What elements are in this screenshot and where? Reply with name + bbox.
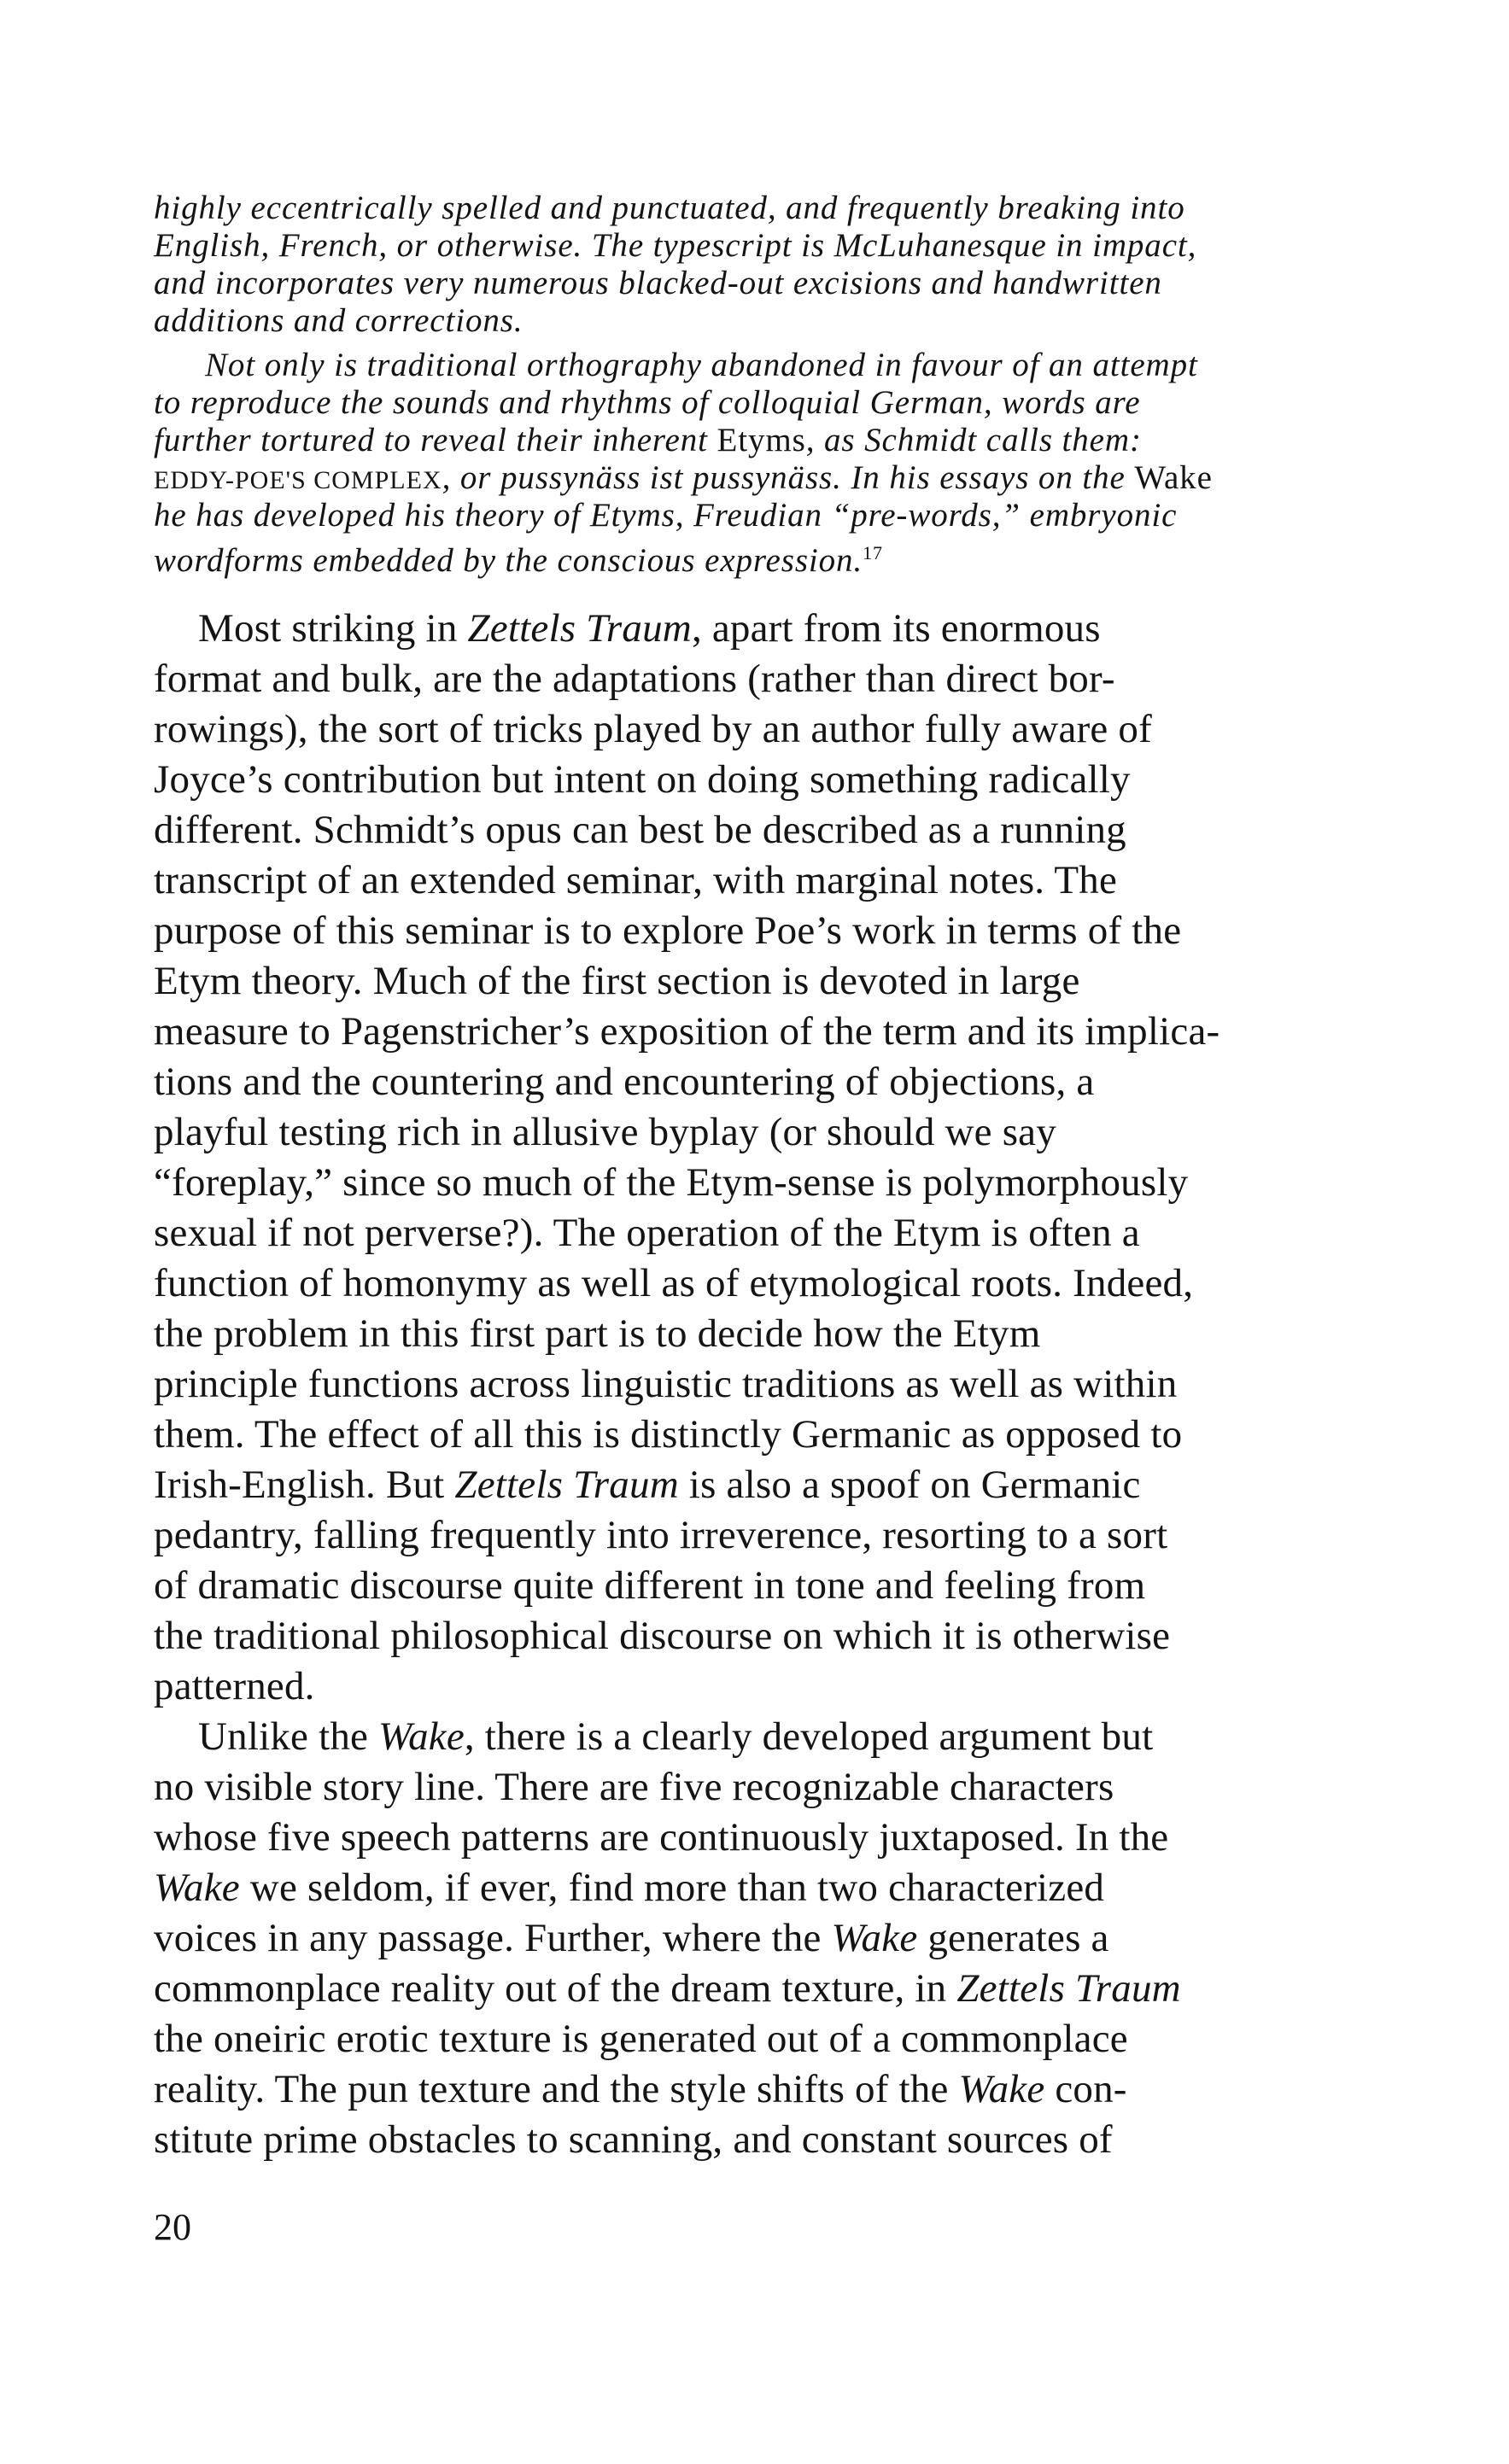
body-text-run: con-	[1044, 2067, 1127, 2111]
quote-line: highly eccentrically spelled and punctuated, and frequently breaking into	[154, 190, 1185, 226]
body-line: tions and the countering and encountering of objections, a	[154, 1060, 1095, 1104]
body-line: whose five speech patterns are continuously juxtaposed. In the	[154, 1815, 1169, 1860]
body-text-run: reality. The pun texture and the style shifts of the	[154, 2067, 959, 2111]
body-text-run: commonplace reality out of the dream texture, in	[154, 1966, 957, 2011]
quote-small-caps: EDDY-POE'S COMPLEX	[154, 466, 442, 494]
body-line: function of homonymy as well as of etymological roots. Indeed,	[154, 1261, 1194, 1305]
body-line: Joyce’s contribution but intent on doing something radically	[154, 757, 1131, 802]
body-line	[198, 604, 1101, 652]
body-line	[154, 1864, 1104, 1912]
title-italic: Wake	[154, 1866, 240, 1910]
quote-text: , as Schmidt calls them:	[805, 422, 1142, 458]
body-line: the traditional philosophical discourse on which it is otherwise	[154, 1614, 1171, 1658]
body-line: rowings), the sort of tricks played by an author fully aware of	[154, 707, 1152, 751]
quote-line: to reproduce the sounds and rhythms of colloquial German, words are	[154, 384, 1141, 421]
body-text-run: Unlike the	[198, 1714, 379, 1759]
body-line: of dramatic discourse quite different in tone and feeling from	[154, 1563, 1146, 1608]
quote-line	[154, 459, 1213, 499]
quote-roman-word: Etyms	[716, 422, 806, 458]
body-line: the problem in this first part is to decide how the Etym	[154, 1311, 1041, 1356]
quote-roman-word: Wake	[1134, 459, 1213, 496]
quote-line: Not only is traditional orthography abandoned in favour of an attempt	[205, 347, 1198, 383]
body-line: stitute prime obstacles to scanning, and constant sources of	[154, 2117, 1113, 2162]
body-line: them. The effect of all this is distinctly Germanic as opposed to	[154, 1412, 1183, 1457]
body-text-run: , there is a clearly developed argument but	[464, 1714, 1154, 1759]
page-number: 20	[154, 2206, 191, 2248]
body-line: principle functions across linguistic traditions as well as within	[154, 1362, 1178, 1406]
body-line: the oneiric erotic texture is generated out of a commonplace	[154, 2017, 1128, 2061]
body-line	[154, 1965, 1181, 2012]
body-text-run: generates a	[917, 1916, 1109, 1960]
body-text-run: Most striking in	[198, 606, 468, 651]
body-line: no visible story line. There are five recognizable characters	[154, 1765, 1114, 1809]
quote-line	[154, 534, 883, 580]
quote-line: English, French, or otherwise. The typescript is McLuhanesque in impact,	[154, 227, 1197, 264]
quote-line: he has developed his theory of Etyms, Freudian “pre-words,” embryonic	[154, 497, 1178, 534]
body-line: “foreplay,” since so much of the Etym-sense is polymorphously	[154, 1160, 1189, 1205]
body-text-run: Irish-English. But	[154, 1463, 455, 1507]
body-line	[154, 1461, 1141, 1509]
quote-text: , or pussynäss ist pussynäss. In his essays on the	[442, 459, 1135, 496]
body-line: purpose of this seminar is to explore Poe’s work in terms of the	[154, 908, 1182, 953]
body-line: measure to Pagenstricher’s exposition of the term and its implica-	[154, 1009, 1220, 1054]
quote-line: additions and corrections.	[154, 302, 523, 339]
footnote-ref: 17	[863, 542, 883, 563]
body-line: pedantry, falling frequently into irreverence, resorting to a sort	[154, 1513, 1168, 1557]
title-italic: Zettels Traum	[454, 1463, 679, 1507]
body-text-run: is also a spoof on Germanic	[678, 1463, 1141, 1507]
title-italic: Wake	[958, 2067, 1045, 2111]
title-italic: Zettels Traum	[956, 1966, 1181, 2011]
body-line: different. Schmidt’s opus can best be described as a running	[154, 808, 1126, 852]
body-line: transcript of an extended seminar, with marginal notes. The	[154, 858, 1118, 902]
title-italic: Zettels Traum	[467, 606, 692, 651]
body-line: Etym theory. Much of the first section is devoted in large	[154, 959, 1080, 1003]
body-line	[154, 1914, 1109, 1962]
title-italic: Wake	[378, 1714, 465, 1759]
quote-text: further tortured to reveal their inherent	[154, 422, 717, 458]
body-line: patterned.	[154, 1664, 315, 1708]
body-line: playful testing rich in allusive byplay (or should we say	[154, 1110, 1056, 1154]
title-italic: Wake	[831, 1916, 918, 1960]
quote-line	[154, 422, 1142, 459]
quote-line: and incorporates very numerous blacked-out excisions and handwritten	[154, 265, 1162, 301]
body-line	[198, 1713, 1153, 1760]
body-text-run: we seldom, if ever, find more than two characterized	[239, 1866, 1105, 1910]
body-text-run: , apart from its enormous	[691, 606, 1101, 651]
quote-text: wordforms embedded by the conscious expression.	[154, 542, 863, 579]
body-line: sexual if not perverse?). The operation of the Etym is often a	[154, 1211, 1140, 1255]
body-text-run: voices in any passage. Further, where the	[154, 1916, 832, 1960]
body-line: format and bulk, are the adaptations (rather than direct bor-	[154, 657, 1115, 701]
body-line	[154, 2065, 1127, 2113]
